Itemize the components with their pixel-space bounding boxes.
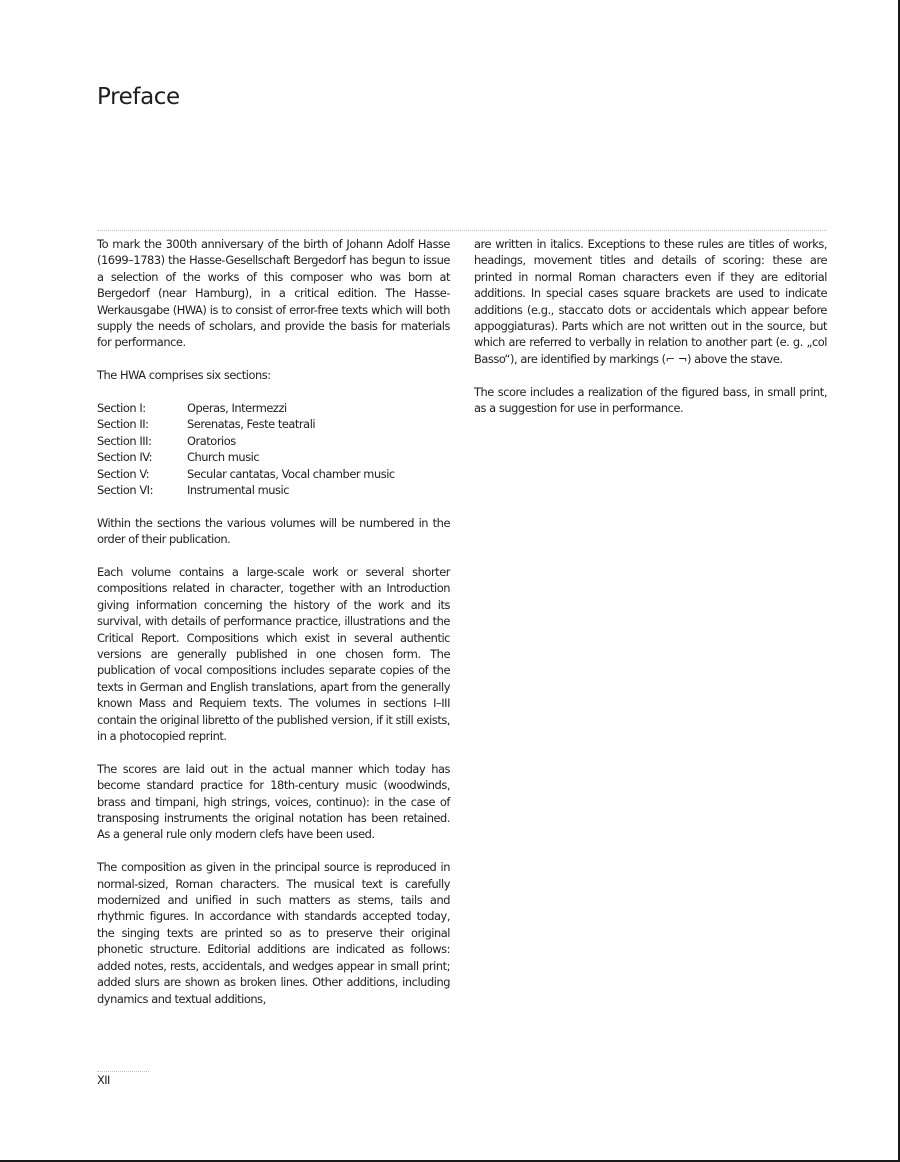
footer-divider <box>97 1071 149 1072</box>
section-name: Instrumental music <box>187 482 290 497</box>
editorial-method-continued-paragraph: are written in italics. Exceptions to these rules are titles of works, headings, movement titles and details of scoring: these are printed in normal Roman characters even if they are editorial additions. In special cases square brackets are used to indicate additions (e.g., staccato dots or accidentals which appear before appoggiaturas). Parts which are not written out in the source, but which are referred to verbally in relation to another part (e. g. „col Basso“), are identified by markings (⌐ ¬) above the stave. <box>474 237 827 366</box>
page-title: Preface <box>97 84 180 110</box>
section-row-6 <box>97 482 450 498</box>
section-label: Section III: <box>97 433 152 448</box>
page-number: XII <box>97 1073 110 1087</box>
section-row-3 <box>97 433 450 449</box>
section-row-1 <box>97 400 450 416</box>
figured-bass-paragraph: The score includes a realization of the figured bass, in small print, as a suggestion for use in performance. <box>474 384 827 416</box>
left-column <box>97 236 450 1023</box>
section-name: Serenatas, Feste teatrali <box>187 417 316 432</box>
section-name: Oratorios <box>187 433 236 448</box>
section-name: Church music <box>187 450 260 465</box>
section-row-4 <box>97 449 450 465</box>
section-row-5 <box>97 466 450 482</box>
section-label: Section VI: <box>97 482 153 497</box>
section-label: Section I: <box>97 401 146 416</box>
section-name: Secular cantatas, Vocal chamber music <box>187 466 395 481</box>
right-column <box>474 236 827 433</box>
section-label: Section V: <box>97 466 150 481</box>
sections-intro-paragraph: The HWA comprises six sections: <box>97 368 271 383</box>
section-label: Section IV: <box>97 450 153 465</box>
volume-contents-paragraph: Each volume contains a large-scale work or several shorter compositions related in character, together with an Introduction giving information concerning the history of the work and its survival, with details of performance practice, illustrations and the Critical Report. Compositions which exist in several authentic versions are generally published in one chosen form. The publication of vocal compositions includes separate copies of the texts in German and English translations, apart from the generally known Mass and Requiem texts. The volumes in sections I–III contain the original libretto of the published version, if it still exists, in a photocopied reprint. <box>97 564 450 744</box>
intro-paragraph: To mark the 300th anniversary of the birth of Johann Adolf Hasse (1699–1783) the Hasse-Gesellschaft Bergedorf has begun to issue a selection of the works of this composer who was born at Bergedorf (near Hamburg), in a critical edition. The Hasse-Werkausgabe (HWA) is to consist of error-free texts which will both supply the needs of scholars, and provide the basis for materials for performance. <box>97 237 450 350</box>
score-layout-paragraph: The scores are laid out in the actual manner which today has become standard practice for 18th-century music (woodwinds, brass and timpani, high strings, voices, continuo): in the case of transposing instruments the original notation has been retained. As a general rule only modern clefs have been used. <box>97 761 450 842</box>
section-name: Operas, Intermezzi <box>187 401 287 416</box>
sections-list <box>97 400 450 498</box>
numbering-paragraph: Within the sections the various volumes will be numbered in the order of their publication. <box>97 515 450 547</box>
section-label: Section II: <box>97 417 149 432</box>
section-row-2 <box>97 416 450 432</box>
editorial-method-paragraph: The composition as given in the principal source is reproduced in normal-sized, Roman characters. The musical text is carefully modernized and unified in such matters as stems, tails and rhythmic figures. In accordance with standards accepted today, the singing texts are printed so as to preserve their original phonetic structure. Editorial additions are indicated as follows: added notes, rests, accidentals, and wedges appear in small print; added slurs are shown as broken lines. Other additions, including dynamics and textual additions, <box>97 860 450 1006</box>
header-divider <box>97 230 827 231</box>
